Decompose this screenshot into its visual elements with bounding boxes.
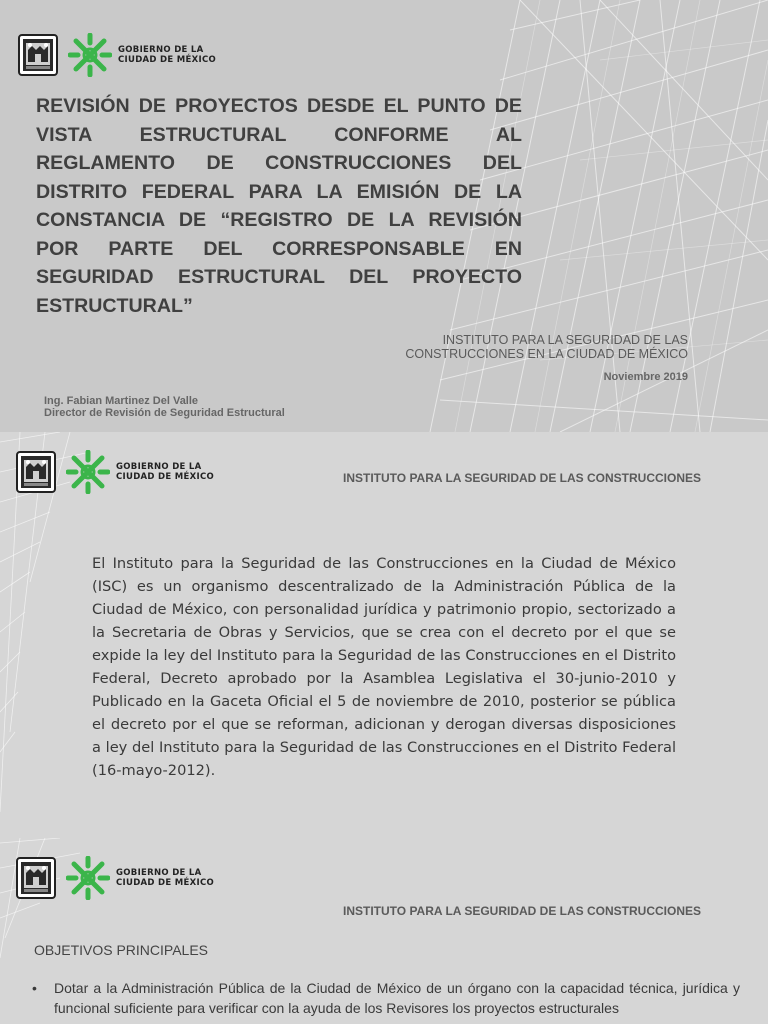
government-name: GOBIERNO DE LA CIUDAD DE MÉXICO [116, 462, 215, 482]
government-logo [16, 856, 214, 900]
government-logo [16, 450, 214, 494]
slide-header: INSTITUTO PARA LA SEGURIDAD DE LAS CONSTRUCCIONES [343, 471, 702, 485]
cdmx-emblem-icon [66, 450, 110, 494]
city-seal-icon [16, 857, 56, 899]
cdmx-emblem-icon [68, 33, 112, 77]
bullet-icon: • [32, 980, 37, 996]
objectives-slide [0, 838, 768, 1024]
title-slide [0, 0, 768, 432]
city-seal-icon [16, 451, 56, 493]
author-block [44, 395, 285, 419]
government-logo [18, 33, 216, 77]
about-institute-slide [0, 432, 768, 838]
objective-text: Dotar a la Administración Pública de la Ciudad de México de un órgano con la capacidad técnica, jurídica y funcional suficiente para verificar con la ayuda de los Revisores los proyectos estructurales [54, 980, 740, 1016]
institute-name: INSTITUTO PARA LA SEGURIDAD DE LAS CONSTRUCCIONES EN LA CIUDAD DE MÉXICO [405, 333, 688, 361]
presentation-title: REVISIÓN DE PROYECTOS DESDE EL PUNTO DE VISTA ESTRUCTURAL CONFORME AL REGLAMENTO DE CONSTRUCCIONES DEL DISTRITO FEDERAL PARA LA EMISIÓN DE LA CONSTANCIA DE “REGISTRO DE LA REVISIÓN POR PARTE DEL CORRESPONSABLE EN SEGURIDAD ESTRUCTURAL DEL PROYECTO ESTRUCTURAL” [36, 95, 522, 317]
author-name: Ing. Fabian Martinez Del Valle [44, 395, 199, 407]
author-role: Director de Revisión de Seguridad Estructural [44, 407, 285, 419]
presentation-date: Noviembre 2019 [603, 371, 688, 383]
list-item [32, 978, 740, 1018]
slide-header: INSTITUTO PARA LA SEGURIDAD DE LAS CONSTRUCCIONES [343, 904, 702, 918]
cdmx-emblem-icon [66, 856, 110, 900]
government-name: GOBIERNO DE LA CIUDAD DE MÉXICO [116, 868, 215, 888]
institute-description: El Instituto para la Seguridad de las Construcciones en la Ciudad de México (ISC) es un organismo descentralizado de la Administración Pública de la Ciudad de México, con personalidad jurídica y patrimonio propio, sectorizado a la Secretaria de Obras y Servicios, que se crea con el decreto por el que se expide la ley del Instituto para la Seguridad de las Construcciones en el Distrito Federal, Decreto aprobado por la Asamblea Legislativa el 30-junio-2010 y Publicado en la Gaceta Oficial el 5 de noviembre de 2010, posterior se pública el decreto por el que se reforman, adicionan y derogan diversas disposiciones a ley del Instituto para la Seguridad de las Construcciones en el Distrito Federal (16-mayo-2012). [92, 555, 676, 779]
city-seal-icon [18, 34, 58, 76]
government-name: GOBIERNO DE LA CIUDAD DE MÉXICO [118, 45, 217, 65]
section-title: OBJETIVOS PRINCIPALES [34, 942, 209, 958]
